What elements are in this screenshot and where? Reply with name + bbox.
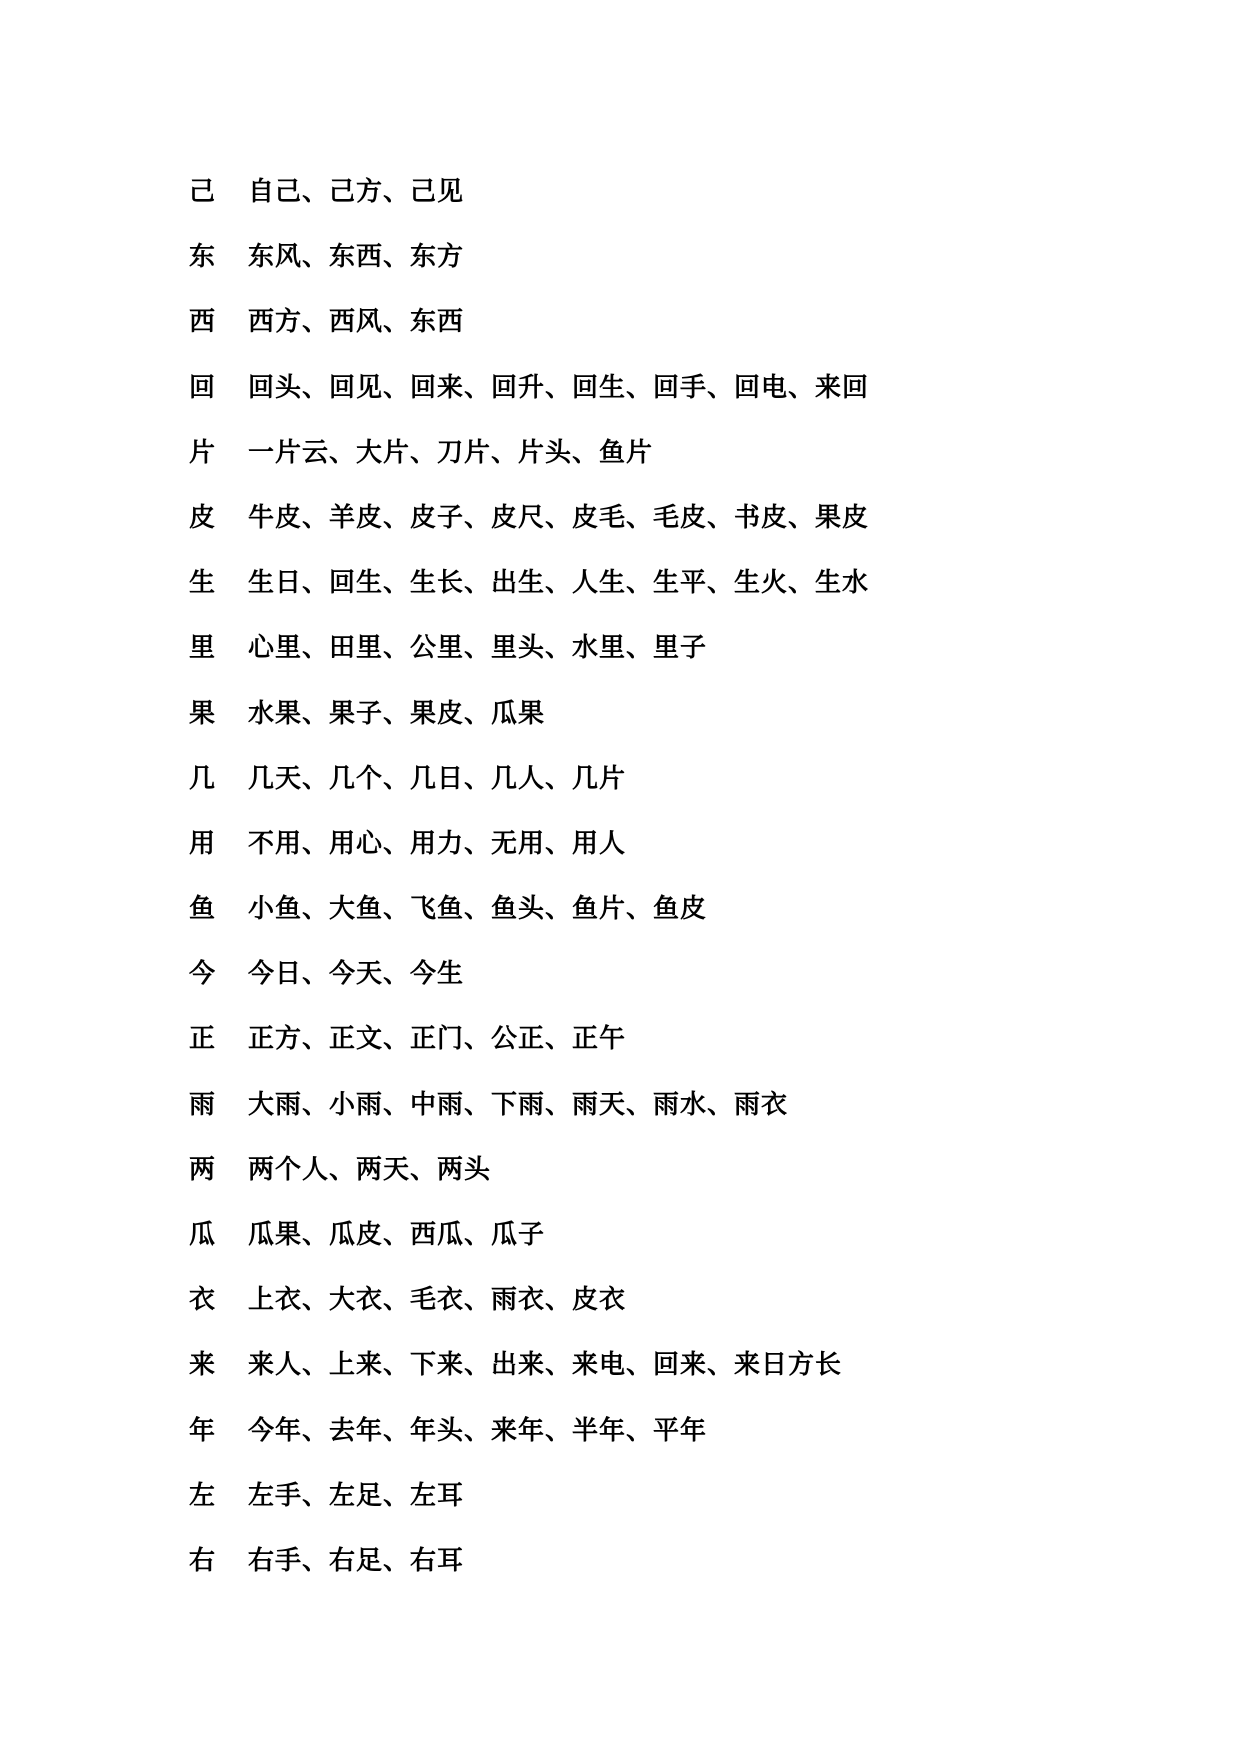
entry-character: 己: [189, 177, 216, 207]
entry-words: 来人、上来、下来、出来、来电、回来、来日方长: [248, 1350, 843, 1381]
entry-words: 小鱼、大鱼、飞鱼、鱼头、鱼片、鱼皮: [248, 894, 708, 925]
entry-words: 正方、正文、正门、公正、正午: [248, 1024, 627, 1055]
entry-words: 左手、左足、左耳: [248, 1480, 465, 1511]
entry-character: 今: [189, 959, 216, 990]
list-item: [189, 942, 869, 1007]
list-item: [189, 225, 869, 290]
list-item: [189, 290, 869, 355]
entry-words: 大雨、小雨、中雨、下雨、雨天、雨水、雨衣: [248, 1089, 789, 1120]
entry-character: 果: [189, 698, 216, 729]
entry-words: 自己、己方、己见: [248, 177, 465, 207]
list-item: [189, 1399, 869, 1464]
entry-words: 回头、回见、回来、回升、回生、回手、回电、来回: [248, 372, 870, 403]
entry-character: 瓜: [189, 1220, 216, 1250]
entry-character: 西: [189, 307, 216, 338]
entry-words: 几天、几个、几日、几人、几片: [248, 763, 627, 794]
list-item: [189, 160, 869, 225]
entry-words: 一片云、大片、刀片、片头、鱼片: [248, 437, 654, 468]
entry-character: 鱼: [189, 894, 216, 925]
list-item: [189, 1138, 869, 1203]
entry-character: 右: [189, 1545, 216, 1576]
entry-character: 衣: [189, 1285, 216, 1316]
entry-character: 雨: [189, 1089, 216, 1120]
list-item: [189, 1529, 869, 1594]
list-item: [189, 747, 869, 812]
list-item: [189, 1203, 869, 1268]
entry-words: 东风、东西、东方: [248, 242, 465, 273]
list-item: [189, 356, 869, 421]
entry-words: 水果、果子、果皮、瓜果: [248, 698, 546, 729]
list-item: [189, 812, 869, 877]
entry-character: 来: [189, 1350, 216, 1381]
entry-words: 心里、田里、公里、里头、水里、里子: [248, 633, 708, 664]
entry-words: 今日、今天、今生: [248, 959, 465, 990]
entry-character: 两: [189, 1154, 216, 1185]
entry-words: 瓜果、瓜皮、西瓜、瓜子: [248, 1220, 546, 1250]
list-item: [189, 1333, 869, 1398]
entry-words: 右手、右足、右耳: [248, 1545, 465, 1576]
list-item: [189, 682, 869, 747]
list-item: [189, 1268, 869, 1333]
list-item: [189, 877, 869, 942]
list-item: [189, 551, 869, 616]
entry-words: 两个人、两天、两头: [248, 1154, 492, 1185]
entry-character: 回: [189, 372, 216, 403]
entry-character: 东: [189, 242, 216, 273]
entry-character: 用: [189, 828, 216, 859]
list-item: [189, 1464, 869, 1529]
entry-character: 里: [189, 633, 216, 664]
list-item: [189, 1073, 869, 1138]
list-item: [189, 486, 869, 551]
entry-character: 生: [189, 568, 216, 599]
entry-character: 皮: [189, 502, 216, 533]
entry-character: 几: [189, 763, 216, 794]
entry-words: 今年、去年、年头、来年、半年、平年: [248, 1415, 708, 1446]
entry-words: 西方、西风、东西: [248, 307, 465, 338]
character-word-list: [189, 160, 869, 1594]
list-item: [189, 421, 869, 486]
entry-words: 牛皮、羊皮、皮子、皮尺、皮毛、毛皮、书皮、果皮: [248, 502, 870, 533]
entry-character: 正: [189, 1024, 216, 1055]
list-item: [189, 1007, 869, 1072]
entry-words: 不用、用心、用力、无用、用人: [248, 828, 627, 859]
entry-words: 上衣、大衣、毛衣、雨衣、皮衣: [248, 1285, 627, 1316]
entry-character: 片: [189, 437, 216, 468]
entry-words: 生日、回生、生长、出生、人生、生平、生火、生水: [248, 568, 870, 599]
entry-character: 年: [189, 1415, 216, 1446]
entry-character: 左: [189, 1480, 216, 1511]
list-item: [189, 616, 869, 681]
